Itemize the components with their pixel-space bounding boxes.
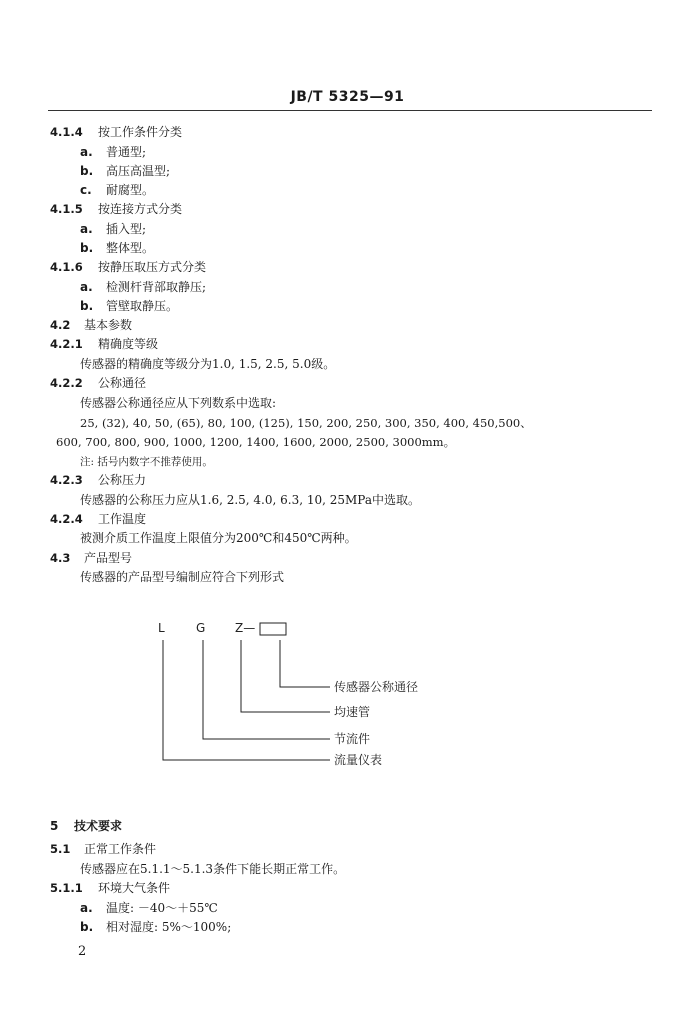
paragraph: 被测介质工作温度上限值分为200℃和450℃两种。: [80, 531, 357, 545]
paragraph: 传感器的公称压力应从1.6, 2.5, 4.0, 6.3, 10, 25MPa中选取。: [80, 493, 420, 507]
series-line-1: 25, (32), 40, 50, (65), 80, 100, (125), 150, 200, 250, 300, 350, 400, 450,500、: [80, 416, 532, 430]
item-text: 相对湿度: 5%～100%;: [106, 920, 232, 934]
leader-line-averaging-tube: [241, 640, 330, 712]
section-title: 正常工作条件: [84, 842, 157, 856]
page-header-title: JB/T 5325—91: [290, 89, 405, 105]
item-label: b.: [80, 164, 94, 178]
paragraph: 传感器的精确度等级分为1.0, 1.5, 2.5, 5.0级。: [80, 357, 336, 371]
item-text: 检测杆背部取静压;: [106, 280, 207, 294]
paragraph: 传感器公称通径应从下列数系中选取:: [80, 396, 277, 410]
section-number: 5.1: [50, 842, 71, 856]
list-item: [80, 919, 231, 935]
item-label: b.: [80, 920, 94, 934]
item-text: 管壁取静压。: [106, 299, 179, 313]
section-number: 4.3: [50, 551, 71, 565]
section-title: 基本参数: [84, 318, 133, 332]
list-item: [80, 900, 218, 916]
paragraph: 传感器应在5.1.1～5.1.3条件下能长期正常工作。: [80, 862, 346, 876]
section-title: 按连接方式分类: [98, 202, 183, 216]
item-label: a.: [80, 901, 93, 915]
section-number: 5.1.1: [50, 881, 83, 895]
item-text: 整体型。: [106, 241, 155, 255]
section-number: 4.2.4: [50, 512, 83, 526]
section-title: 技术要求: [74, 819, 123, 833]
leader-line-meter: [163, 640, 330, 760]
section-number: 4.2: [50, 318, 71, 332]
item-label: a.: [80, 145, 93, 159]
code-g: G: [196, 621, 206, 635]
page-number: 2: [78, 944, 87, 959]
section-5-heading: [50, 818, 122, 834]
section-5-1-heading: [50, 841, 156, 857]
section-title: 工作温度: [98, 512, 147, 526]
series-line-2: 600, 700, 800, 900, 1000, 1200, 1400, 1600, 2000, 2500, 3000mm。: [56, 435, 456, 449]
item-text: 普通型;: [106, 145, 147, 159]
item-text: 耐腐型。: [106, 183, 155, 197]
section-title: 精确度等级: [98, 337, 159, 351]
section-number: 4.2.3: [50, 473, 83, 487]
label-averaging-tube: 均速管: [334, 705, 371, 719]
section-title: 按静压取压方式分类: [98, 260, 207, 274]
item-text: 温度: －40～＋55℃: [106, 901, 218, 915]
item-text: 插入型;: [106, 222, 147, 236]
label-flow-meter: 流量仪表: [334, 753, 383, 767]
label-nominal-diameter: 传感器公称通径: [334, 680, 419, 694]
leader-line-orifice: [203, 640, 330, 739]
note: 注: 括号内数字不推荐使用。: [80, 456, 213, 468]
label-orifice: 节流件: [334, 732, 371, 746]
section-number: 4.1.6: [50, 260, 83, 274]
code-l: L: [158, 621, 165, 635]
paragraph: 传感器的产品型号编制应符合下列形式: [80, 570, 285, 584]
section-number: 4.2.1: [50, 337, 83, 351]
section-number: 4.1.5: [50, 202, 83, 216]
section-number: 5: [50, 819, 59, 833]
section-title: 环境大气条件: [98, 881, 171, 895]
section-title: 按工作条件分类: [98, 125, 183, 139]
item-label: b.: [80, 241, 94, 255]
section-title: 公称压力: [98, 473, 147, 487]
item-text: 高压高温型;: [106, 164, 171, 178]
item-label: b.: [80, 299, 94, 313]
code-z: Z—: [235, 621, 256, 635]
section-5-1-1-heading: [50, 880, 170, 896]
section-number: 4.2.2: [50, 376, 83, 390]
section-title: 公称通径: [98, 376, 147, 390]
item-label: a.: [80, 222, 93, 236]
item-label: c.: [80, 183, 92, 197]
diameter-box: [260, 623, 286, 635]
section-number: 4.1.4: [50, 125, 83, 139]
leader-line-diameter: [280, 640, 330, 687]
item-label: a.: [80, 280, 93, 294]
section-title: 产品型号: [84, 551, 133, 565]
